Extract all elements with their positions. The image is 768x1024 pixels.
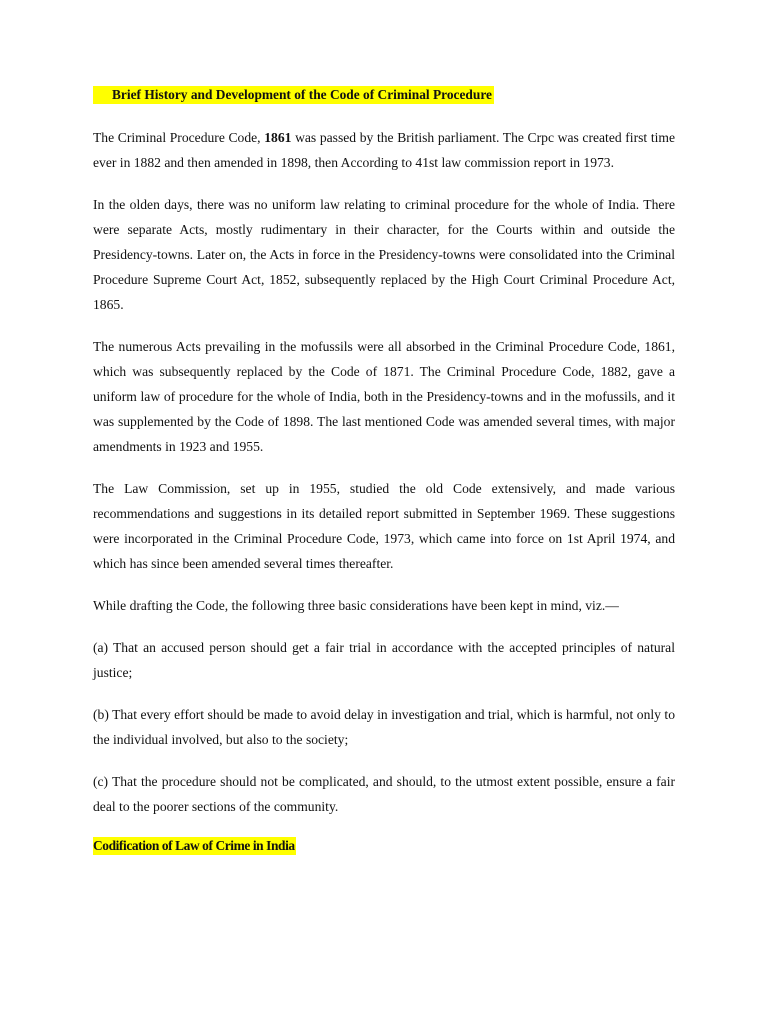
- paragraph-3: The numerous Acts prevailing in the mofussils were all absorbed in the Criminal Procedure Code, 1861, which was subsequently replaced by the Code of 1871. The Criminal Procedure Code, 1882, gave a uniform law of procedure for the whole of India, both in the Presidency-towns and in the mofussils, and it was supplemented by the Code of 1898. The last mentioned Code was amended several times, with major amendments in 1923 and 1955.: [93, 339, 675, 454]
- paragraph-consideration-a: (a) That an accused person should get a fair trial in accordance with the accepted principles of natural justice;: [93, 640, 675, 680]
- document-page: [93, 86, 675, 859]
- section-heading-history: Brief History and Development of the Code of Criminal Procedure: [93, 86, 494, 104]
- paragraph-1-start: The Criminal Procedure Code,: [93, 130, 265, 145]
- paragraph-1: [93, 125, 675, 175]
- year-1861-bold: 1861: [264, 130, 292, 145]
- paragraph-5: While drafting the Code, the following three basic considerations have been kept in mind, viz.—: [93, 598, 619, 613]
- paragraph-1-end: was passed by the British parliament. The Crpc was created first time ever in 1882 and then amended in 1898, then According to 41st law commission report in 1973.: [93, 130, 675, 170]
- heading-wrap: [93, 86, 675, 108]
- section-heading-codification: Codification of Law of Crime in India: [93, 838, 295, 853]
- paragraph-2: In the olden days, there was no uniform law relating to criminal procedure for the whole of India. There were separate Acts, mostly rudimentary in their character, for the Courts within and outside the Presidency-towns. Later on, the Acts in force in the Presidency-towns were consolidated into the Criminal Procedure Supreme Court Act, 1852, subsequently replaced by the High Court Criminal Procedure Act, 1865.: [93, 197, 675, 312]
- paragraph-4: The Law Commission, set up in 1955, studied the old Code extensively, and made various recommendations and suggestions in its detailed report submitted in September 1969. These suggestions were incorporated in the Criminal Procedure Code, 1973, which came into force on 1st April 1974, and which has since been amended several times thereafter.: [93, 481, 675, 571]
- paragraph-consideration-b: (b) That every effort should be made to avoid delay in investigation and trial, which is harmful, not only to the individual involved, but also to the society;: [93, 707, 675, 747]
- paragraph-consideration-c: (c) That the procedure should not be complicated, and should, to the utmost extent possible, ensure a fair deal to the poorer sections of the community.: [93, 774, 675, 814]
- heading-wrap-2: [93, 837, 675, 859]
